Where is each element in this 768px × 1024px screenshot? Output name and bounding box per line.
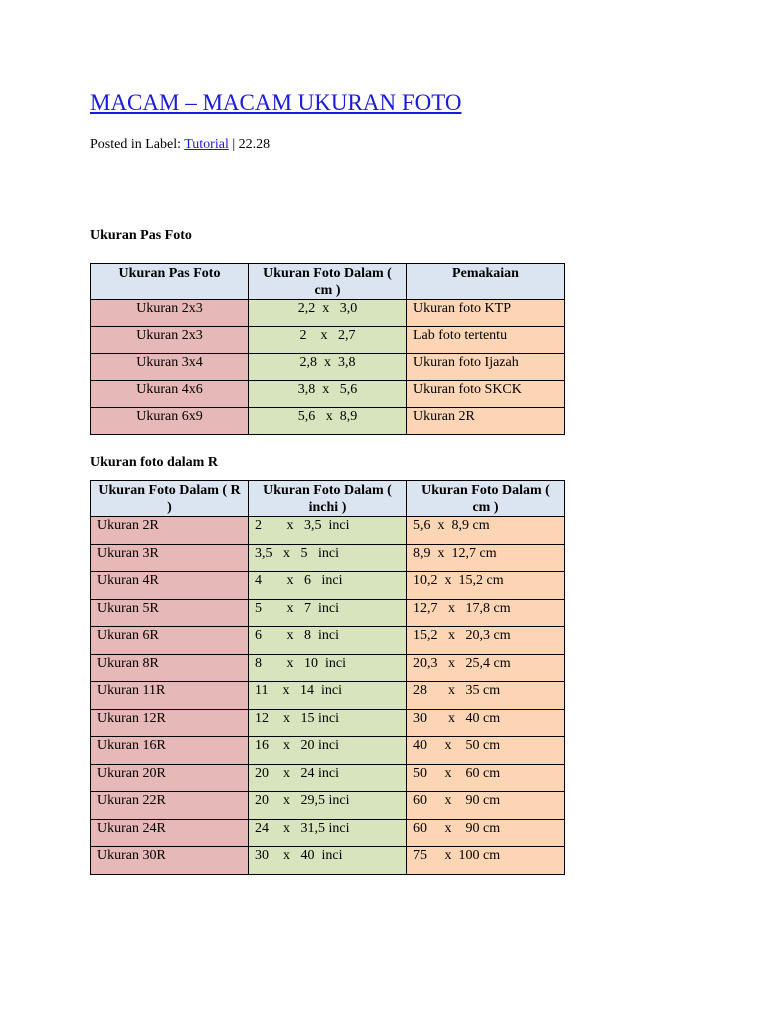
table-row: [91, 792, 565, 820]
table-row: [91, 327, 565, 354]
table-cell: 6 x 8 inci: [249, 627, 407, 655]
table-row: [91, 300, 565, 327]
table-cell: 40 x 50 cm: [407, 737, 565, 765]
table-cell: 2,2 x 3,0: [249, 300, 407, 327]
table-cell: 28 x 35 cm: [407, 682, 565, 710]
table-row: [91, 381, 565, 408]
table-cell: 60 x 90 cm: [407, 819, 565, 847]
section-label-pas-foto: Ukuran Pas Foto: [90, 228, 192, 243]
table-cell: Ukuran 30R: [91, 847, 249, 875]
table-row: [91, 544, 565, 572]
table-cell: 30 x 40 inci: [249, 847, 407, 875]
header-cell: Ukuran Foto Dalam ( inchi ): [249, 481, 407, 517]
table-header-row: [91, 481, 565, 517]
table-row: [91, 517, 565, 545]
table-cell: 24 x 31,5 inci: [249, 819, 407, 847]
header-cell: Ukuran Foto Dalam ( cm ): [249, 264, 407, 300]
table-row: [91, 627, 565, 655]
header-cell: Ukuran Pas Foto: [91, 264, 249, 300]
table-cell: 8 x 10 inci: [249, 654, 407, 682]
table-cell: Ukuran 4R: [91, 572, 249, 600]
table-cell: Ukuran 6x9: [91, 408, 249, 435]
table-cell: 10,2 x 15,2 cm: [407, 572, 565, 600]
table-row: [91, 847, 565, 875]
table-row: [91, 572, 565, 600]
meta-time: | 22.28: [228, 137, 271, 152]
table-cell: 20 x 24 inci: [249, 764, 407, 792]
table-cell: 2,8 x 3,8: [249, 354, 407, 381]
table-cell: 12,7 x 17,8 cm: [407, 599, 565, 627]
table-cell: 16 x 20 inci: [249, 737, 407, 765]
table-cell: Ukuran foto SKCK: [407, 381, 565, 408]
table-row: [91, 819, 565, 847]
table-cell: 3,8 x 5,6: [249, 381, 407, 408]
section-label-foto-r: Ukuran foto dalam R: [90, 455, 218, 470]
table-row: [91, 764, 565, 792]
header-cell: Ukuran Foto Dalam ( cm ): [407, 481, 565, 517]
table-cell: 3,5 x 5 inci: [249, 544, 407, 572]
table-row: [91, 682, 565, 710]
table-cell: Ukuran 3x4: [91, 354, 249, 381]
table-cell: 20 x 29,5 inci: [249, 792, 407, 820]
table-row: [91, 737, 565, 765]
table-cell: 20,3 x 25,4 cm: [407, 654, 565, 682]
table-cell: 12 x 15 inci: [249, 709, 407, 737]
table-cell: 50 x 60 cm: [407, 764, 565, 792]
table-header-row: [91, 264, 565, 300]
table-cell: Ukuran 6R: [91, 627, 249, 655]
table-row: [91, 354, 565, 381]
table-cell: Ukuran 2x3: [91, 327, 249, 354]
table-cell: Ukuran 11R: [91, 682, 249, 710]
table-cell: 60 x 90 cm: [407, 792, 565, 820]
table-cell: 5 x 7 inci: [249, 599, 407, 627]
table-cell: 8,9 x 12,7 cm: [407, 544, 565, 572]
table-cell: Ukuran 22R: [91, 792, 249, 820]
table-row: [91, 408, 565, 435]
table-cell: Ukuran 2x3: [91, 300, 249, 327]
post-meta: [90, 137, 270, 153]
table-cell: Lab foto tertentu: [407, 327, 565, 354]
post-title[interactable]: MACAM – MACAM UKURAN FOTO: [90, 90, 462, 115]
table-cell: Ukuran 16R: [91, 737, 249, 765]
table-cell: 2 x 3,5 inci: [249, 517, 407, 545]
table-cell: Ukuran foto Ijazah: [407, 354, 565, 381]
header-cell: Ukuran Foto Dalam ( R ): [91, 481, 249, 517]
meta-prefix: Posted in Label:: [90, 137, 185, 152]
table-cell: Ukuran 8R: [91, 654, 249, 682]
table-cell: 2 x 2,7: [249, 327, 407, 354]
table-cell: Ukuran 20R: [91, 764, 249, 792]
table-row: [91, 599, 565, 627]
table-cell: Ukuran 12R: [91, 709, 249, 737]
table-row: [91, 654, 565, 682]
table-cell: Ukuran 4x6: [91, 381, 249, 408]
label-link-tutorial[interactable]: Tutorial: [184, 137, 229, 152]
table-cell: Ukuran foto KTP: [407, 300, 565, 327]
table-foto-r: [90, 480, 565, 875]
header-cell: Pemakaian: [407, 264, 565, 300]
table-cell: 11 x 14 inci: [249, 682, 407, 710]
table-cell: 75 x 100 cm: [407, 847, 565, 875]
table-cell: Ukuran 2R: [407, 408, 565, 435]
table-cell: 4 x 6 inci: [249, 572, 407, 600]
table-cell: 15,2 x 20,3 cm: [407, 627, 565, 655]
table-pas-foto: [90, 263, 565, 435]
table-row: [91, 709, 565, 737]
table-cell: 5,6 x 8,9: [249, 408, 407, 435]
table-cell: Ukuran 2R: [91, 517, 249, 545]
table-cell: Ukuran 24R: [91, 819, 249, 847]
table-cell: 5,6 x 8,9 cm: [407, 517, 565, 545]
table-cell: 30 x 40 cm: [407, 709, 565, 737]
table-cell: Ukuran 5R: [91, 599, 249, 627]
table-cell: Ukuran 3R: [91, 544, 249, 572]
